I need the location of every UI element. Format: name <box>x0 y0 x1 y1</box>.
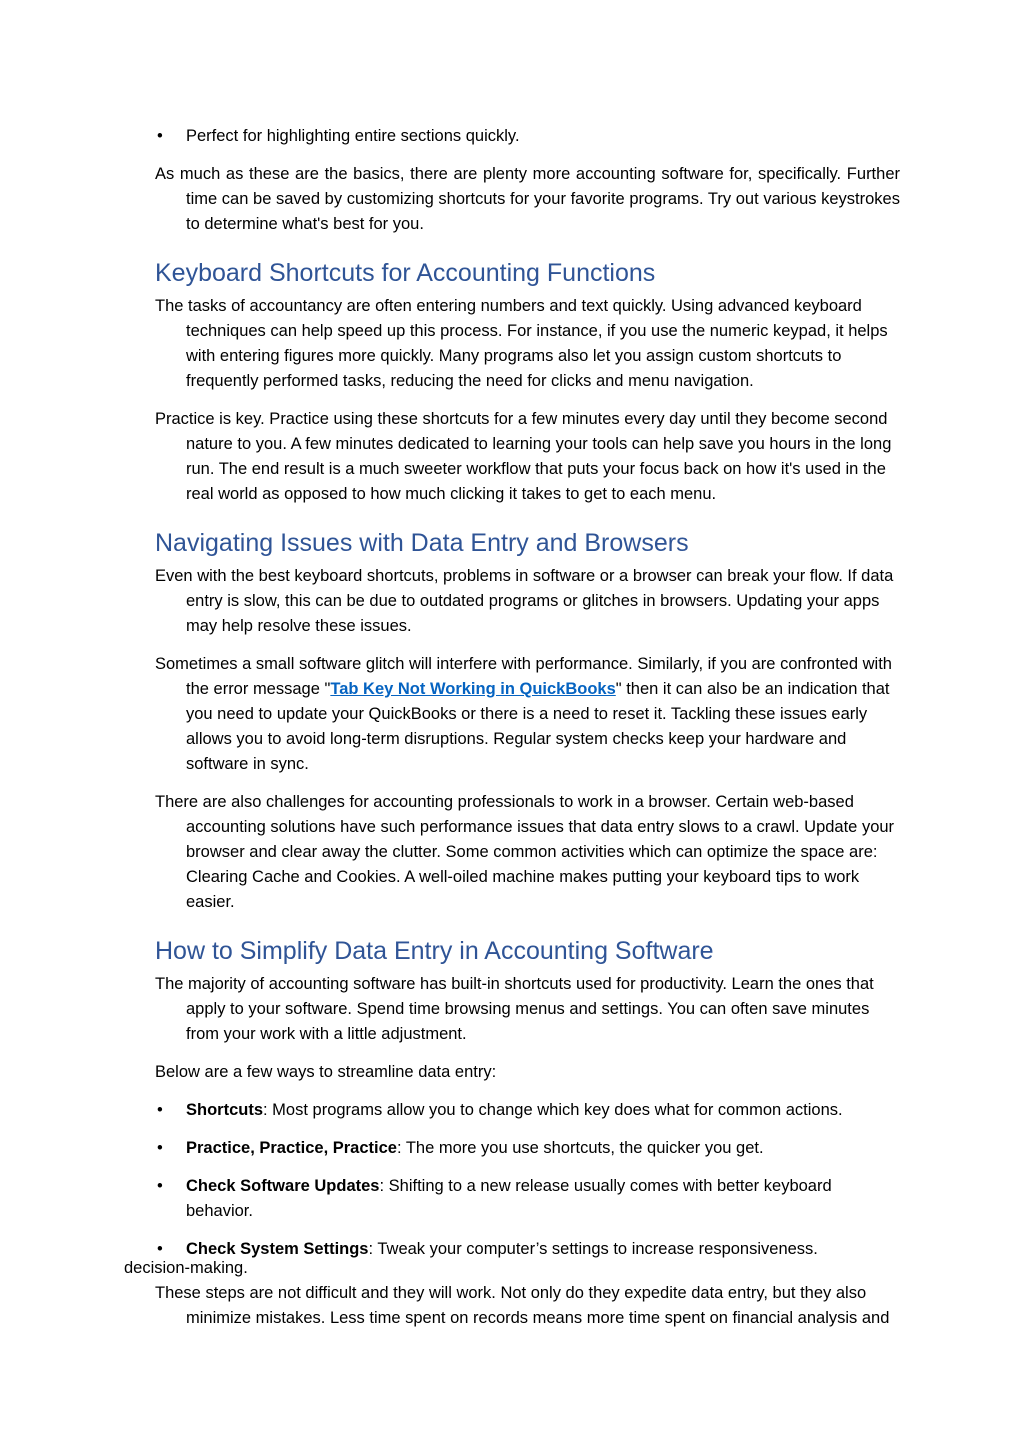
list-item-text: Perfect for highlighting entire sections quickly. <box>186 127 520 145</box>
list-item <box>155 1237 900 1262</box>
list-item-term: Shortcuts <box>186 1101 264 1119</box>
list-item <box>155 1098 900 1123</box>
section-heading-keyboard-shortcuts: Keyboard Shortcuts for Accounting Functions <box>155 259 656 287</box>
bullet-icon: • <box>157 1101 163 1119</box>
list-item-desc: : The more you use shortcuts, the quicker you get. <box>396 1139 764 1157</box>
bullet-icon: • <box>157 1139 163 1157</box>
tab-key-quickbooks-link[interactable]: Tab Key Not Working in QuickBooks <box>330 680 616 698</box>
overflow-text-fragment: decision-making. <box>124 1259 248 1277</box>
bullet-icon: • <box>157 1177 163 1195</box>
list-item <box>155 124 900 149</box>
section-heading-simplify-data-entry: How to Simplify Data Entry in Accounting Software <box>155 937 714 965</box>
bullet-icon: • <box>157 127 163 145</box>
paragraph: The majority of accounting software has built-in shortcuts used for productivity. Learn the ones that apply to your software. Spend time browsing menus and settings. You can often save minutes from your work with a little adjustment. <box>155 975 874 1043</box>
paragraph: Even with the best keyboard shortcuts, problems in software or a browser can break your flow. If data entry is slow, this can be due to outdated programs or glitches in browsers. Updating your apps may help resolve these issues. <box>155 567 894 635</box>
document-body <box>124 124 900 1344</box>
list-item-desc: : Tweak your computer’s settings to increase responsiveness. <box>368 1240 818 1258</box>
paragraph: Practice is key. Practice using these shortcuts for a few minutes every day until they become second nature to you. A few minutes dedicated to learning your tools can help save you hours in the long run. The end result is a much sweeter workflow that puts your focus back on how it's used in the real world as opposed to how much clicking it takes to get to each menu. <box>155 410 892 503</box>
list-item <box>155 1136 900 1161</box>
list-item-desc: : Most programs allow you to change which key does what for common actions. <box>263 1101 843 1119</box>
paragraph-text: " then it can also be an indication that you need to update your QuickBooks or there is a need to reset it. Tackling these issues early allows you to avoid long-term disruptions. Regular system checks keep your hardware and software in sync. <box>186 680 890 773</box>
list-item-desc: : Shifting to a new release usually comes with better keyboard behavior. <box>186 1177 832 1220</box>
list-item-term: Practice, Practice, Practice <box>186 1139 397 1157</box>
list-item-term: Check System Settings <box>186 1240 369 1258</box>
list-item <box>155 1174 900 1224</box>
closing-paragraph: These steps are not difficult and they will work. Not only do they expedite data entry, but they also minimize mistakes. Less time spent on records means more time spent on financial analysis and <box>155 1284 890 1327</box>
bullet-icon: • <box>157 1240 163 1258</box>
paragraph-with-link <box>155 652 900 777</box>
list-item-term: Check Software Updates <box>186 1177 380 1195</box>
intro-paragraph: As much as these are the basics, there are plenty more accounting software for, specifically. Further time can be saved by customizing shortcuts for your favorite programs. Try out various keystrokes to determine what's best for you. <box>155 165 900 233</box>
paragraph-text: Sometimes a small software glitch will interfere with performance. Similarly, if you are confronted with the error message " <box>155 655 892 698</box>
section-heading-navigating-issues: Navigating Issues with Data Entry and Browsers <box>155 529 689 557</box>
list-intro: Below are a few ways to streamline data entry: <box>155 1063 497 1081</box>
paragraph: The tasks of accountancy are often entering numbers and text quickly. Using advanced keyboard techniques can help speed up this process. For instance, if you use the numeric keypad, it helps with entering figures more quickly. Many programs also let you assign custom shortcuts to frequently performed tasks, reducing the need for clicks and menu navigation. <box>155 297 888 390</box>
paragraph: There are also challenges for accounting professionals to work in a browser. Certain web-based accounting solutions have such performance issues that data entry slows to a crawl. Update your browser and clear away the clutter. Some common activities which can optimize the space are: Clearing Cache and Cookies. A well-oiled machine makes putting your keyboard tips to work easier. <box>155 793 895 911</box>
